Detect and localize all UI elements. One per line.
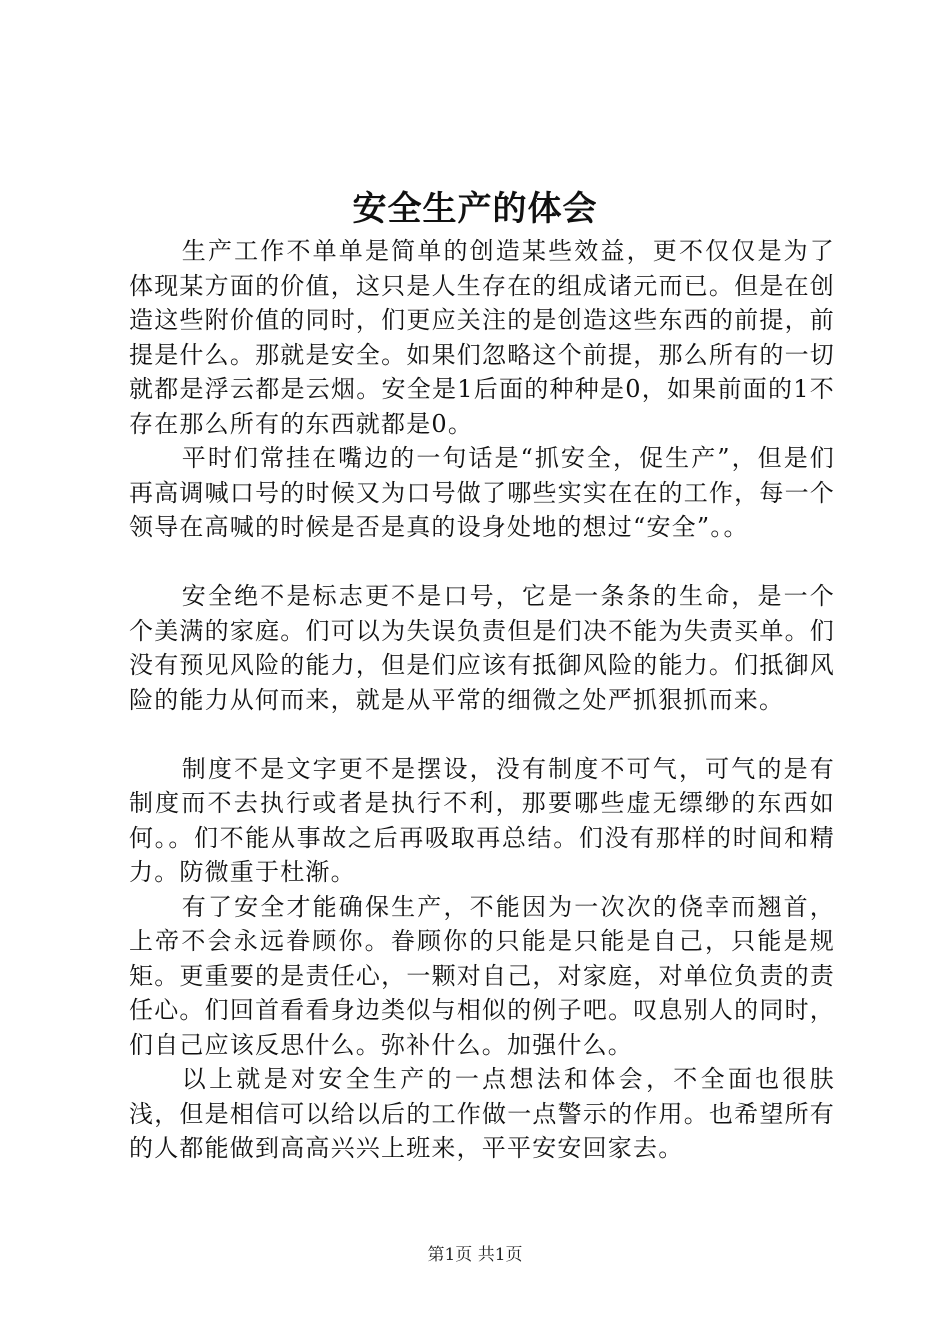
paragraph-3: 安全绝不是标志更不是口号，它是一条条的生命，是一个个美满的家庭。们可以为失误负责但是们决不能为失责买单。们没有预见风险的能力，但是们应该有抵御风险的能力。们抵御风险的能力从何而来，就是从平常的细微之处严抓狠抓而来。	[129, 582, 835, 714]
document-title: 安全生产的体会	[352, 189, 598, 229]
document-body	[129, 234, 835, 1166]
paragraph-2: 平时们常挂在嘴边的一句话是“抓安全，促生产”，但是们再高调喊口号的时候又为口号做了哪些实实在在的工作，每一个领导在高喊的时候是否是真的设身处地的想过“安全”。。	[129, 444, 835, 541]
page-number-footer: 第1页 共1页	[427, 1245, 523, 1265]
paragraph-5: 有了安全才能确保生产，不能因为一次次的侥幸而翘首，上帝不会永远眷顾你。眷顾你的只能是只能是自己，只能是规矩。更重要的是责任心，一颗对自己，对家庭，对单位负责的责任心。们回首看看身边类似与相似的例子吧。叹息别人的同时，们自己应该反思什么。弥补什么。加强什么。	[129, 892, 835, 1059]
paragraph-1: 生产工作不单单是简单的创造某些效益，更不仅仅是为了体现某方面的价值，这只是人生存在的组成诸元而已。但是在创造这些附价值的同时，们更应关注的是创造这些东西的前提，前提是什么。那就是安全。如果们忽略这个前提，那么所有的一切就都是浮云都是云烟。安全是1后面的种种是0，如果前面的1不存在那么所有的东西就都是0。	[129, 237, 835, 438]
paragraph-spacer	[129, 545, 835, 580]
paragraph-spacer	[129, 717, 835, 752]
paragraph-6: 以上就是对安全生产的一点想法和体会，不全面也很肤浅，但是相信可以给以后的工作做一点警示的作用。也希望所有的人都能做到高高兴兴上班来，平平安安回家去。	[129, 1065, 835, 1162]
paragraph-4: 制度不是文字更不是摆设，没有制度不可气，可气的是有制度而不去执行或者是执行不利，那要哪些虚无缥缈的东西如何。。们不能从事故之后再吸取再总结。们没有那样的时间和精力。防微重于杜渐。	[129, 754, 835, 886]
